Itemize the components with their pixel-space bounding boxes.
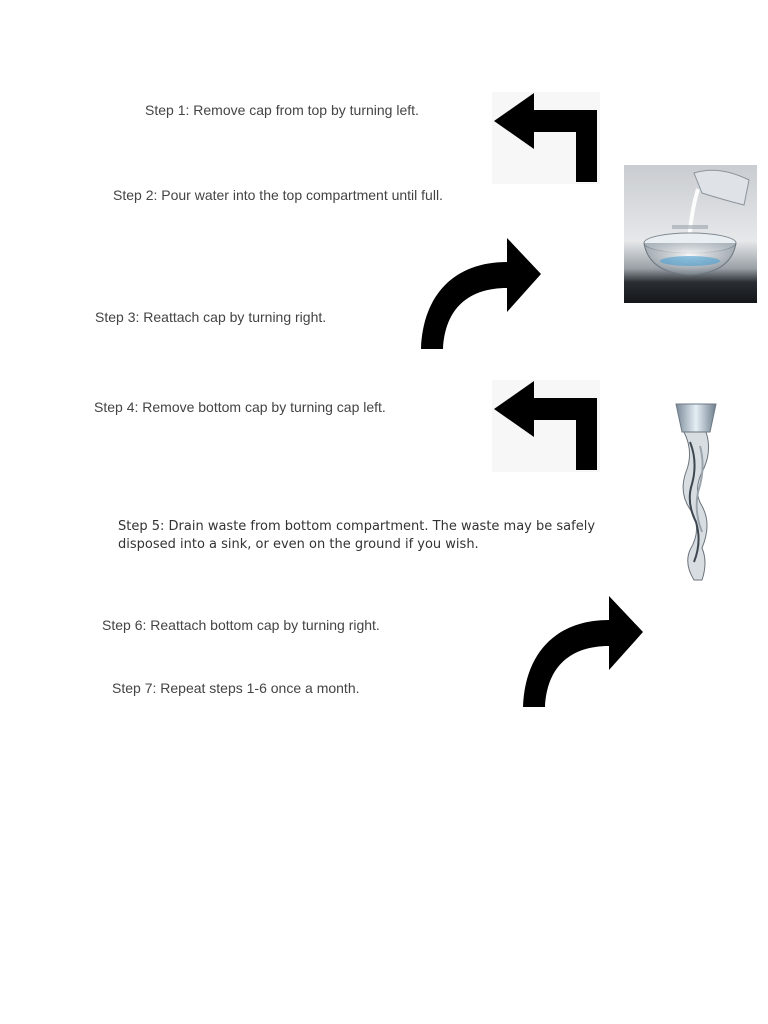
- waste-stream-photo: [672, 402, 720, 582]
- step-6-text: Step 6: Reattach bottom cap by turning right.: [102, 617, 380, 633]
- step-3-text: Step 3: Reattach cap by turning right.: [95, 309, 327, 325]
- arrow-turn-left-icon: [492, 380, 600, 472]
- step-2-text: Step 2: Pour water into the top compartment until full.: [113, 187, 443, 203]
- arrow-turn-right-icon: [521, 594, 645, 710]
- step-1-text: Step 1: Remove cap from top by turning left.: [145, 102, 419, 118]
- step-4-text: Step 4: Remove bottom cap by turning cap left.: [94, 399, 386, 415]
- pour-water-photo: [624, 165, 757, 303]
- step-5-text: Step 5: Drain waste from bottom compartment. The waste may be safely disposed into a sink, or even on the ground if you wish.: [118, 519, 596, 552]
- arrow-turn-left-icon: [492, 92, 600, 184]
- step-7-text: Step 7: Repeat steps 1-6 once a month.: [112, 680, 360, 696]
- arrow-turn-right-icon: [419, 236, 543, 352]
